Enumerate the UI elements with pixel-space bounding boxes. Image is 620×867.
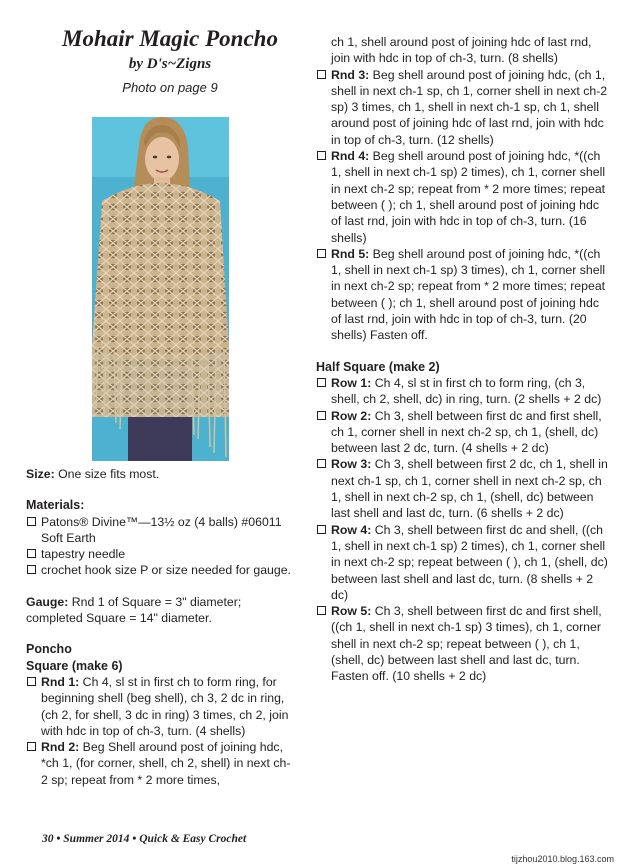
checkbox-icon [317,459,326,468]
photo-reference: Photo on page 9 [122,80,218,95]
checkbox-icon [27,677,36,686]
square-heading: Square (make 6) [26,658,123,673]
materials-item [26,562,294,578]
materials-item [26,514,294,547]
rnd2-label: Rnd 2: [41,740,80,755]
checkbox-icon [27,565,36,574]
row3-step [316,456,608,521]
gauge-label: Gauge: [26,594,69,609]
poncho-photo [92,117,229,461]
material-hook: crochet hook size P or size needed for gauge. [41,563,291,578]
rnd2-text: Beg Shell around post of joining hdc, *ch 1, (for corner, shell, ch 2, shell) in next ch-2 sp; repeat from * 2 more times, [41,740,291,787]
half-square-heading: Half Square (make 2) [316,359,440,374]
rnd1-text: Ch 4, sl st in first ch to form ring, for beginning shell (beg shell), ch 3, 2 dc in ring, (ch 2, for shell, 3 dc in ring) 3 times, ch 2, join with hdc in top of ch-3, turn. (4 shells) [41,674,289,738]
row4-step [316,522,608,603]
checkbox-icon [27,549,36,558]
checkbox-icon [317,70,326,79]
row1-label: Row 1: [331,375,372,390]
row4-text: Ch 3, shell between first dc and shell, ((ch 1, shell in next ch-1 sp) 2 times), ch 1, corner shell in next ch-2 sp; repeat between ( ), ch 1, (shell, dc) between last shell and last dc, turn. (8 shells + 2 dc) [331,522,608,602]
checkbox-icon [317,606,326,615]
rnd4-text: Beg shell around post of joining hdc, *((ch 1, shell in next ch-1 sp) 2 times), ch 1, corner shell in next ch-2 sp; repeat from * 2 more times; repeat between ( ); ch 1, shell around post of joining hdc of last rnd, join with hdc in top of ch-3, turn. (16 shells) [331,149,606,245]
pattern-title: Mohair Magic Poncho [62,26,278,51]
checkbox-icon [27,742,36,751]
rnd1-label: Rnd 1: [41,674,80,689]
row5-text: Ch 3, shell between first dc and first shell, ((ch 1, shell in next ch-1 sp) 3 times), ch 1, corner shell in next ch-2 sp; repeat between ( ), ch 1, (shell, dc) between last shell and last dc, turn. Fasten off. (10 shells + 2 dc) [331,604,602,684]
rnd2-step [26,739,294,788]
rnd5-label: Rnd 5: [331,246,370,261]
material-yarn: Patons® Divine™—13½ oz (4 balls) #06011 Soft Earth [41,514,282,545]
rnd3-label: Rnd 3: [331,67,370,82]
page-folio: 30 • Summer 2014 • Quick & Easy Crochet [42,833,247,845]
rnd3-step [316,67,608,148]
rnd3-text: Beg shell around post of joining hdc, (ch 1, shell in next ch-1 sp, ch 1, corner shell in next ch-2 sp) 3 times, ch 1, shell in next ch-1 sp, ch 1, shell around post of joining hdc of last rnd, join with hdc in top of ch-3, turn. (12 shells) [331,67,608,147]
checkbox-icon [317,525,326,534]
poncho-heading: Poncho [26,642,72,657]
row4-label: Row 4: [331,522,372,537]
row3-text: Ch 3, shell between first 2 dc, ch 1, shell in next ch-1 sp, ch 1, corner shell in next ch-2 sp, ch 1, shell in next ch-2 sp, ch 1, (shell, dc) between last shell and last dc, turn. (6 shells + 2 dc) [331,457,608,521]
rnd5-text: Beg shell around post of joining hdc, *((ch 1, shell in next ch-1 sp) 3 times), ch 1, corner shell in next ch-2 sp; repeat from * 2 more times; repeat between ( ); ch 1, shell around post of joining hdc of last rnd, join with hdc in top of ch-3, turn. (20 shells) Fasten off. [331,246,606,343]
gauge-paragraph [26,594,294,627]
rnd2-continued: ch 1, shell around post of joining hdc of last rnd, join with hdc in top of ch-3, turn. (8 shells) [331,35,592,66]
materials-heading: Materials: [26,498,85,513]
row2-label: Row 2: [331,408,372,423]
checkbox-icon [317,378,326,387]
rnd4-label: Rnd 4: [331,149,370,164]
rnd5-step [316,246,608,344]
checkbox-icon [317,249,326,258]
row2-step [316,408,608,457]
row5-label: Row 5: [331,604,372,619]
row3-label: Row 3: [331,457,372,472]
right-column [316,34,608,685]
checkbox-icon [317,151,326,160]
row5-step [316,603,608,684]
row1-step [316,375,608,408]
rnd4-step [316,148,608,246]
left-column [26,466,294,788]
material-needle: tapestry needle [41,547,126,562]
materials-item [26,546,294,562]
row1-text: Ch 4, sl st in first ch to form ring, (ch 3, shell, ch 2, shell, dc) in ring, turn. (2 shells + 2 dc) [331,375,602,407]
source-credit: tijzhou2010.blog.163.com [511,854,614,864]
gauge-text: Rnd 1 of Square = 3" diameter; completed Square = 14" diameter. [26,594,242,626]
rnd1-step [26,674,294,739]
size-paragraph [26,466,294,482]
size-label: Size: [26,467,55,481]
checkbox-icon [27,517,36,526]
size-text: One size fits most. [54,467,160,481]
row2-text: Ch 3, shell between first dc and first shell, ch 1, corner shell in next ch-2 sp, ch 1, (shell, dc) between last 2 dc, turn. (4 shells + 2 dc) [331,408,602,456]
designer-byline: by D's~Zigns [128,56,212,72]
poncho-photo-illustration [92,117,229,461]
checkbox-icon [317,411,326,420]
